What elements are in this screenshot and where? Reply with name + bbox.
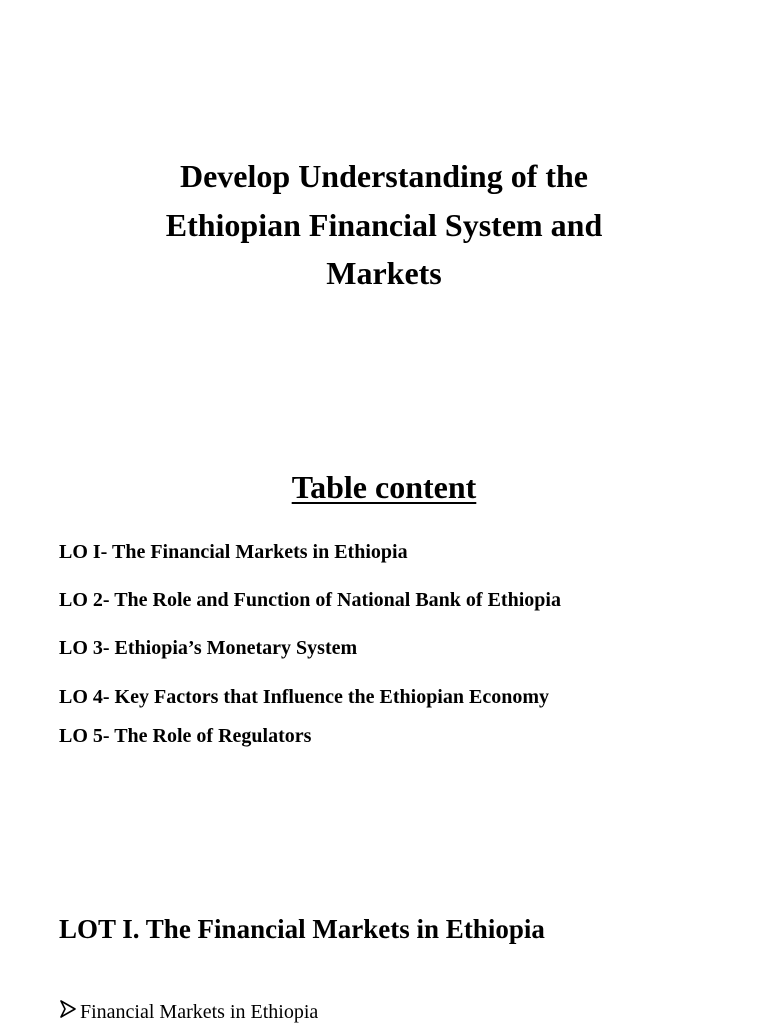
section-heading: LOT I. The Financial Markets in Ethiopia — [59, 914, 545, 944]
toc-item-lo1: LO I- The Financial Markets in Ethiopia — [59, 541, 408, 563]
bullet-list-item — [59, 998, 318, 1026]
toc-item-lo3: LO 3- Ethiopia’s Monetary System — [59, 637, 358, 659]
title-line-1: Develop Understanding of the — [179, 158, 588, 194]
arrowhead-bullet-icon — [59, 1000, 77, 1018]
toc-item-lo2: LO 2- The Role and Function of National Bank of Ethiopia — [59, 589, 561, 611]
title-line-2: Ethiopian Financial System and — [165, 206, 603, 243]
document-title — [134, 152, 634, 298]
title-line-3: Markets — [326, 255, 442, 291]
toc-item-lo5: LO 5- The Role of Regulators — [59, 725, 312, 747]
bullet-text: Financial Markets in Ethiopia — [80, 1001, 319, 1023]
toc-heading: Table content — [291, 469, 477, 505]
toc-item-lo4: LO 4- Key Factors that Influence the Ethiopian Economy — [59, 686, 549, 708]
